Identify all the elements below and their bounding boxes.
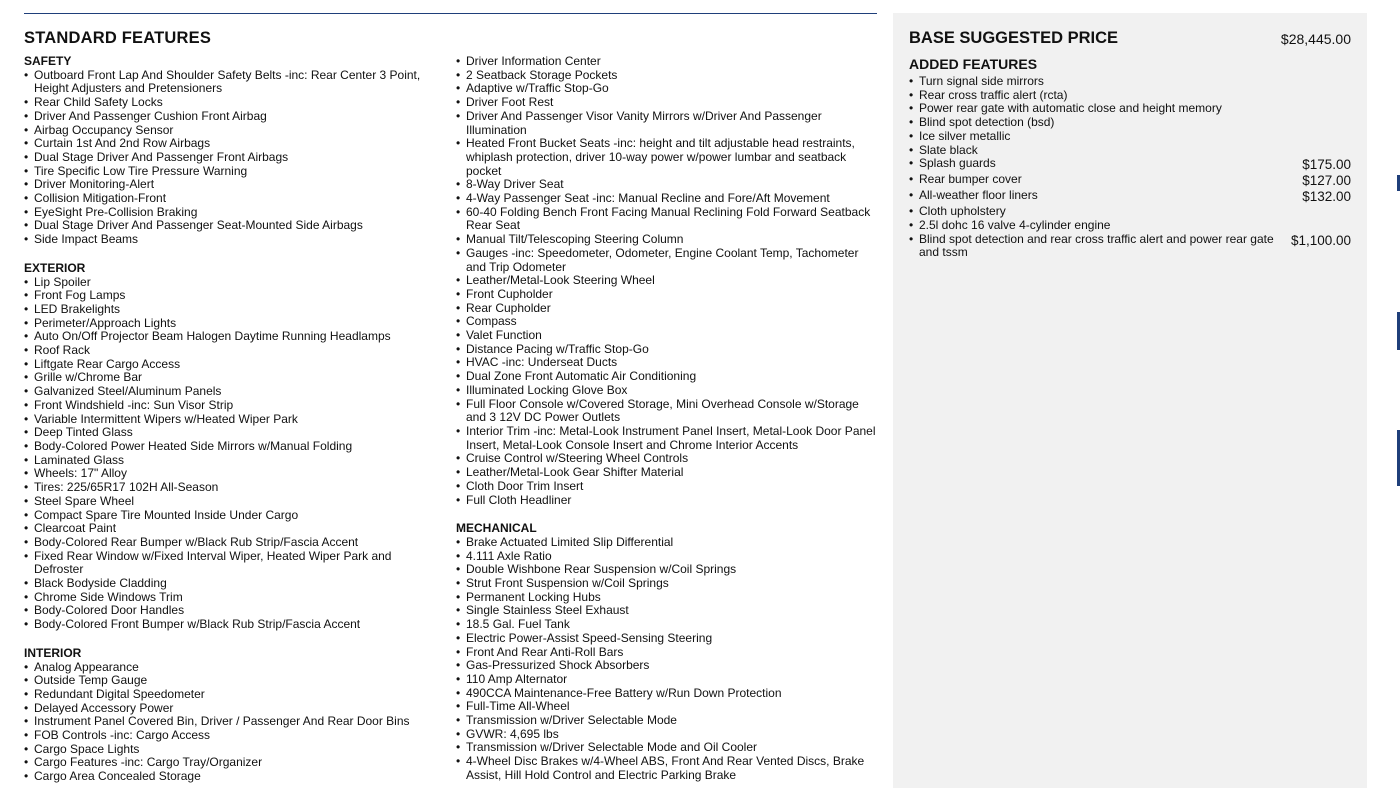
feature-item: • Transmission w/Driver Selectable Mode — [456, 714, 876, 728]
feature-item: • Cargo Space Lights — [24, 743, 439, 757]
added-feature-item — [909, 189, 1351, 205]
added-feature-label: • Turn signal side mirrors — [909, 75, 1351, 89]
feature-item: • Gas-Pressurized Shock Absorbers — [456, 659, 876, 673]
feature-list — [24, 661, 439, 784]
feature-item: • Strut Front Suspension w/Coil Springs — [456, 577, 876, 591]
added-feature-label: • 2.5l dohc 16 valve 4-cylinder engine — [909, 219, 1351, 233]
feature-item: • LED Brakelights — [24, 303, 439, 317]
feature-section-interior — [24, 647, 439, 784]
feature-item: • 490CCA Maintenance-Free Battery w/Run Down Protection — [456, 687, 876, 701]
feature-item: • Compact Spare Tire Mounted Inside Under Cargo — [24, 509, 439, 523]
added-feature-item — [909, 233, 1351, 260]
feature-item: • Double Wishbone Rear Suspension w/Coil Springs — [456, 563, 876, 577]
base-price-row — [909, 29, 1351, 49]
feature-item: • Leather/Metal-Look Gear Shifter Material — [456, 466, 876, 480]
feature-item: • Brake Actuated Limited Slip Differential — [456, 536, 876, 550]
added-feature-price: $127.00 — [1302, 173, 1351, 189]
feature-item: • Front Cupholder — [456, 288, 876, 302]
added-feature-price: $132.00 — [1302, 189, 1351, 205]
feature-item: • Outboard Front Lap And Shoulder Safety Belts -inc: Rear Center 3 Point, Height Adjusters and Pretensioners — [24, 69, 439, 96]
added-feature-item — [909, 130, 1351, 144]
feature-item: • Dual Stage Driver And Passenger Front Airbags — [24, 151, 439, 165]
feature-item: • 4.111 Axle Ratio — [456, 550, 876, 564]
feature-section-exterior — [24, 262, 439, 632]
added-feature-item — [909, 116, 1351, 130]
feature-item: • Steel Spare Wheel — [24, 495, 439, 509]
feature-item: • Single Stainless Steel Exhaust — [456, 604, 876, 618]
feature-item: • Perimeter/Approach Lights — [24, 317, 439, 331]
added-feature-item — [909, 157, 1351, 173]
feature-item: • Driver And Passenger Visor Vanity Mirrors w/Driver And Passenger Illumination — [456, 110, 876, 137]
added-feature-item — [909, 144, 1351, 158]
feature-item: • 4-Way Passenger Seat -inc: Manual Recline and Fore/Aft Movement — [456, 192, 876, 206]
feature-item: • Electric Power-Assist Speed-Sensing Steering — [456, 632, 876, 646]
feature-item: • Cargo Features -inc: Cargo Tray/Organizer — [24, 756, 439, 770]
feature-item: • Dual Stage Driver And Passenger Seat-Mounted Side Airbags — [24, 219, 439, 233]
added-feature-label: • Rear cross traffic alert (rcta) — [909, 89, 1351, 103]
feature-item: • Chrome Side Windows Trim — [24, 591, 439, 605]
feature-item: • Driver Monitoring-Alert — [24, 178, 439, 192]
feature-item: • Distance Pacing w/Traffic Stop-Go — [456, 343, 876, 357]
feature-item: • Outside Temp Gauge — [24, 674, 439, 688]
feature-item: • Permanent Locking Hubs — [456, 591, 876, 605]
added-feature-item — [909, 75, 1351, 89]
added-feature-price: $175.00 — [1302, 157, 1351, 173]
feature-item: • Cargo Area Concealed Storage — [24, 770, 439, 784]
feature-item: • Illuminated Locking Glove Box — [456, 384, 876, 398]
feature-item: • Leather/Metal-Look Steering Wheel — [456, 274, 876, 288]
feature-item: • Adaptive w/Traffic Stop-Go — [456, 82, 876, 96]
base-price-title: BASE SUGGESTED PRICE — [909, 29, 1119, 47]
feature-item: • Body-Colored Front Bumper w/Black Rub Strip/Fascia Accent — [24, 618, 439, 632]
added-feature-label: • Blind spot detection (bsd) — [909, 116, 1351, 130]
feature-item: • Curtain 1st And 2nd Row Airbags — [24, 137, 439, 151]
added-feature-label: • Power rear gate with automatic close and height memory — [909, 102, 1351, 116]
feature-section-mechanical — [456, 522, 876, 782]
feature-item: • 18.5 Gal. Fuel Tank — [456, 618, 876, 632]
added-feature-label: • Splash guards — [909, 157, 1294, 171]
added-feature-item — [909, 173, 1351, 189]
feature-item: • Driver Foot Rest — [456, 96, 876, 110]
feature-item: • Tire Specific Low Tire Pressure Warning — [24, 165, 439, 179]
feature-list — [456, 55, 876, 507]
features-column-left — [24, 55, 439, 784]
feature-item: • Compass — [456, 315, 876, 329]
feature-item: • Full Cloth Headliner — [456, 494, 876, 508]
feature-item: • Front Windshield -inc: Sun Visor Strip — [24, 399, 439, 413]
added-feature-price: $1,100.00 — [1290, 232, 1351, 248]
section-title: MECHANICAL — [456, 521, 537, 536]
feature-item: • GVWR: 4,695 lbs — [456, 728, 876, 742]
added-feature-label: • Cloth upholstery — [909, 205, 1351, 219]
added-features-list — [909, 75, 1351, 260]
feature-item: • 4-Wheel Disc Brakes w/4-Wheel ABS, Front And Rear Vented Discs, Brake Assist, Hill Hold Control and Electric Parking Brake — [456, 755, 876, 782]
feature-item: • Front Fog Lamps — [24, 289, 439, 303]
feature-item: • Full-Time All-Wheel — [456, 700, 876, 714]
feature-item: • Driver Information Center — [456, 55, 876, 69]
feature-item: • Redundant Digital Speedometer — [24, 688, 439, 702]
feature-item: • 60-40 Folding Bench Front Facing Manual Reclining Fold Forward Seatback Rear Seat — [456, 206, 876, 233]
added-features-title: ADDED FEATURES — [909, 56, 1038, 72]
price-panel — [893, 13, 1367, 788]
standard-features-title: STANDARD FEATURES — [24, 29, 212, 47]
feature-item: • Side Impact Beams — [24, 233, 439, 247]
added-feature-item — [909, 205, 1351, 219]
feature-item: • Auto On/Off Projector Beam Halogen Daytime Running Headlamps — [24, 330, 439, 344]
feature-item: • Fixed Rear Window w/Fixed Interval Wiper, Heated Wiper Park and Defroster — [24, 550, 439, 577]
section-title: EXTERIOR — [24, 260, 86, 275]
added-feature-label: • Slate black — [909, 144, 1351, 158]
feature-item: • Front And Rear Anti-Roll Bars — [456, 646, 876, 660]
feature-item: • Roof Rack — [24, 344, 439, 358]
added-feature-item — [909, 102, 1351, 116]
added-feature-label: • Blind spot detection and rear cross traffic alert and power rear gate and tssm — [909, 233, 1283, 260]
feature-item: • Heated Front Bucket Seats -inc: height and tilt adjustable head restraints, whiplash protection, driver 10-way power w/power lumbar and seatback pocket — [456, 137, 876, 178]
feature-item: • Interior Trim -inc: Metal-Look Instrument Panel Insert, Metal-Look Door Panel Insert, Metal-Look Console Insert and Chrome Interior Accents — [456, 425, 876, 452]
added-feature-item — [909, 89, 1351, 103]
added-feature-item — [909, 219, 1351, 233]
top-divider — [24, 13, 877, 14]
feature-item: • Laminated Glass — [24, 454, 439, 468]
feature-list — [456, 536, 876, 783]
feature-item: • Airbag Occupancy Sensor — [24, 124, 439, 138]
feature-item: • Lip Spoiler — [24, 276, 439, 290]
feature-item: • Black Bodyside Cladding — [24, 577, 439, 591]
added-feature-label: • Ice silver metallic — [909, 130, 1351, 144]
feature-item: • Cruise Control w/Steering Wheel Controls — [456, 452, 876, 466]
feature-item: • Body-Colored Power Heated Side Mirrors w/Manual Folding — [24, 440, 439, 454]
feature-item: • Rear Child Safety Locks — [24, 96, 439, 110]
feature-item: • Dual Zone Front Automatic Air Conditioning — [456, 370, 876, 384]
feature-item: • Manual Tilt/Telescoping Steering Column — [456, 233, 876, 247]
section-title: INTERIOR — [24, 645, 82, 660]
feature-item: • HVAC -inc: Underseat Ducts — [456, 356, 876, 370]
feature-item: • Variable Intermittent Wipers w/Heated Wiper Park — [24, 413, 439, 427]
feature-item: • Liftgate Rear Cargo Access — [24, 358, 439, 372]
feature-item: • Galvanized Steel/Aluminum Panels — [24, 385, 439, 399]
added-feature-label: • Rear bumper cover — [909, 173, 1294, 187]
feature-item: • Transmission w/Driver Selectable Mode and Oil Cooler — [456, 741, 876, 755]
feature-item: • Tires: 225/65R17 102H All-Season — [24, 481, 439, 495]
feature-item: • Rear Cupholder — [456, 302, 876, 316]
added-feature-label: • All-weather floor liners — [909, 189, 1294, 203]
feature-item: • Driver And Passenger Cushion Front Airbag — [24, 110, 439, 124]
feature-item: • Body-Colored Door Handles — [24, 604, 439, 618]
features-column-right — [456, 55, 876, 783]
section-title: SAFETY — [24, 54, 72, 68]
feature-item: • Deep Tinted Glass — [24, 426, 439, 440]
feature-item: • Cloth Door Trim Insert — [456, 480, 876, 494]
feature-item: • 2 Seatback Storage Pockets — [456, 69, 876, 83]
feature-section-continued — [456, 55, 876, 507]
feature-item: • 110 Amp Alternator — [456, 673, 876, 687]
feature-item: • Clearcoat Paint — [24, 522, 439, 536]
feature-item: • Delayed Accessory Power — [24, 702, 439, 716]
feature-list — [24, 69, 439, 247]
feature-item: • EyeSight Pre-Collision Braking — [24, 206, 439, 220]
feature-item: • Collision Mitigation-Front — [24, 192, 439, 206]
feature-item: • Analog Appearance — [24, 661, 439, 675]
feature-list — [24, 276, 439, 632]
feature-item: • 8-Way Driver Seat — [456, 178, 876, 192]
feature-item: • FOB Controls -inc: Cargo Access — [24, 729, 439, 743]
base-price-value: $28,445.00 — [1280, 31, 1351, 47]
feature-section-safety — [24, 55, 439, 247]
feature-item: • Grille w/Chrome Bar — [24, 371, 439, 385]
feature-item: • Body-Colored Rear Bumper w/Black Rub Strip/Fascia Accent — [24, 536, 439, 550]
feature-item: • Valet Function — [456, 329, 876, 343]
feature-item: • Instrument Panel Covered Bin, Driver / Passenger And Rear Door Bins — [24, 715, 439, 729]
feature-item: • Full Floor Console w/Covered Storage, Mini Overhead Console w/Storage and 3 12V DC Power Outlets — [456, 398, 876, 425]
feature-item: • Gauges -inc: Speedometer, Odometer, Engine Coolant Temp, Tachometer and Trip Odometer — [456, 247, 876, 274]
feature-item: • Wheels: 17" Alloy — [24, 467, 439, 481]
